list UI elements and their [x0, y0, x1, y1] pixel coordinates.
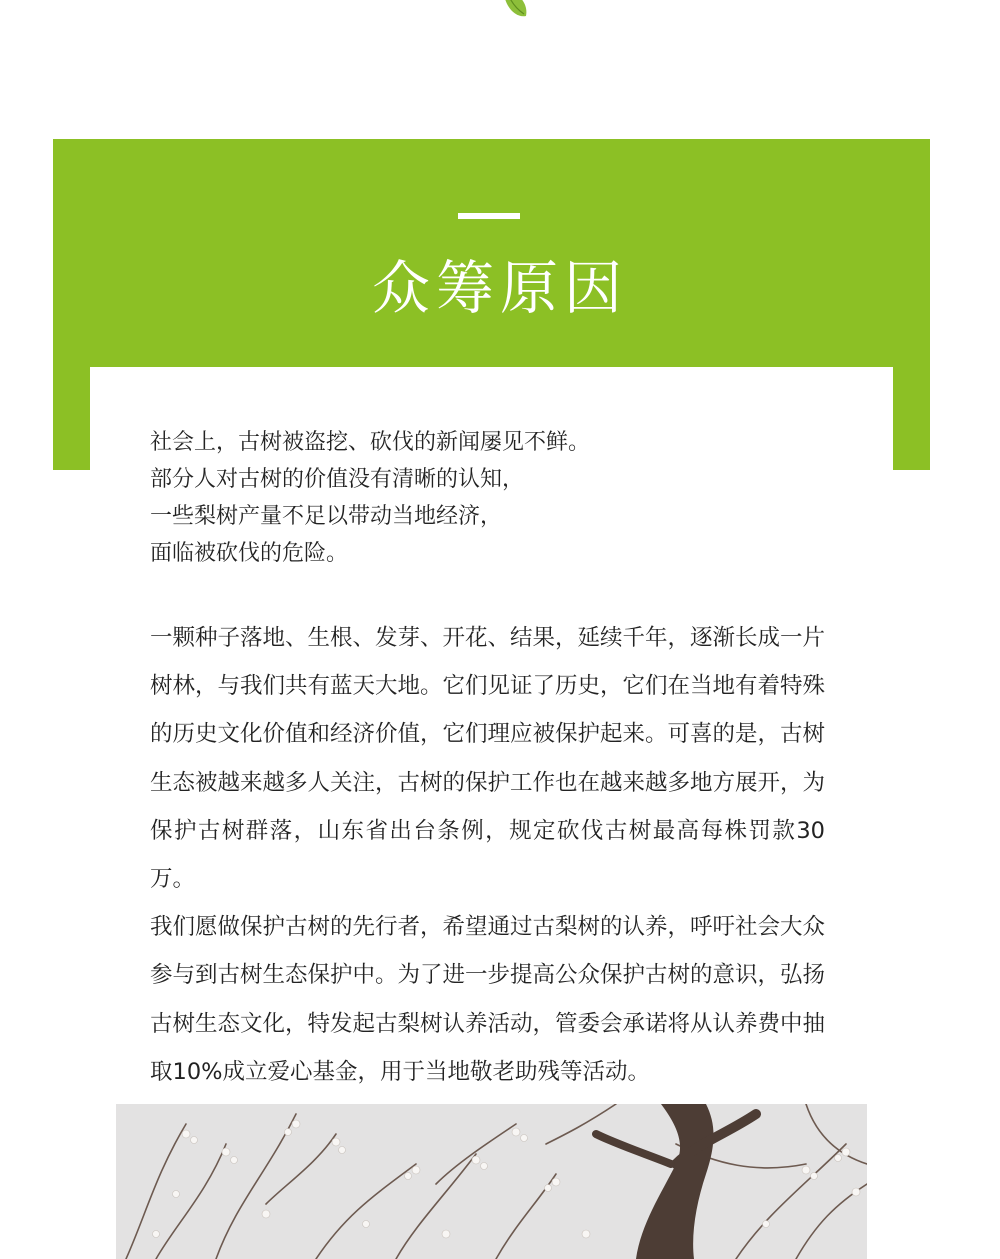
intro-line: 面临被砍伐的危险。 [150, 541, 349, 566]
body-text [150, 614, 825, 1096]
leaf-icon [496, 0, 536, 22]
section-title: 众筹原因 [371, 254, 628, 322]
intro-line: 社会上，古树被盗挖、砍伐的新闻屡见不鲜。 [150, 430, 591, 455]
pear-tree-photo [116, 1104, 867, 1259]
body-paragraph-2: 我们愿做保护古树的先行者，希望通过古梨树的认养，呼吁社会大众参与到古树生态保护中。为了进一步提高公众保护古树的意识，弘扬古树生态文化，特发起古梨树认养活动，管委会承诺将从认养费中抽取10%成立爱心基金，用于当地敬老助残等活动。 [150, 914, 826, 1085]
body-paragraph-1: 一颗种子落地、生根、发芽、开花、结果，延续千年，逐渐长成一片树林，与我们共有蓝天大地。它们见证了历史，它们在当地有着特殊的历史文化价值和经济价值，它们理应被保护起来。可喜的是，古树生态被越来越多人关注，古树的保护工作也在越来越多地方展开，为保护古树群落，山东省出台条例，规定砍伐古树最高每株罚款30万。 [150, 625, 826, 893]
intro-line: 一些梨树产量不足以带动当地经济， [150, 504, 503, 529]
title-divider [458, 213, 520, 219]
intro-line: 部分人对古树的价值没有清晰的认知， [150, 467, 525, 492]
intro-text [150, 424, 850, 572]
